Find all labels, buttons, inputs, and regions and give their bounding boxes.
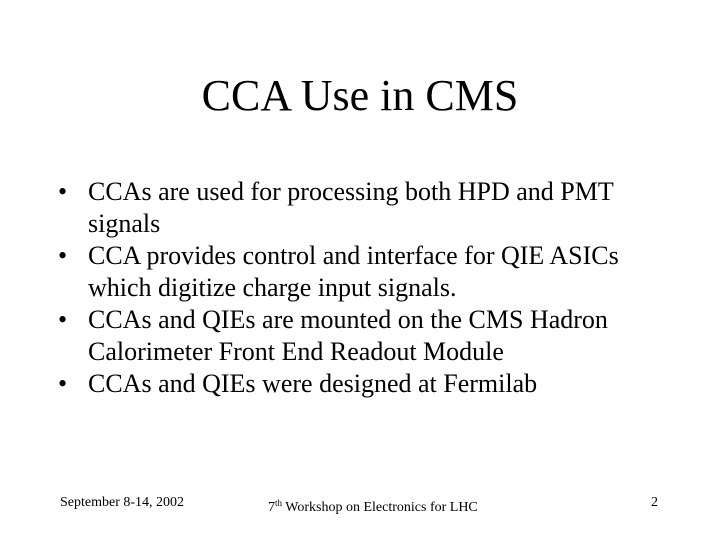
bullet-item xyxy=(58,240,678,304)
bullet-text: CCAs and QIEs were designed at Fermilab xyxy=(88,369,538,398)
footer-date: September 8-14, 2002 xyxy=(60,495,185,510)
bullet-text: CCA provides control and interface for QIE ASICs which digitize charge input signals. xyxy=(88,241,619,302)
page-number: 2 xyxy=(651,495,658,510)
bullet-text: CCAs are used for processing both HPD and PMT signals xyxy=(88,177,614,238)
footer-event-name: Workshop on Electronics for LHC xyxy=(282,500,478,515)
bullet-icon: • xyxy=(58,241,68,270)
footer-event-title xyxy=(268,494,478,517)
bullet-text: CCAs and QIEs are mounted on the CMS Hadron Calorimeter Front End Readout Module xyxy=(88,305,608,366)
footer-event-suffix: th xyxy=(275,498,283,508)
bullet-item xyxy=(58,176,678,240)
bullet-item xyxy=(58,368,678,400)
bullet-list xyxy=(58,176,678,400)
bullet-item xyxy=(58,304,678,368)
slide-title: CCA Use in CMS xyxy=(201,71,519,120)
footer-event-number: 7 xyxy=(268,500,275,515)
bullet-icon: • xyxy=(58,177,68,206)
bullet-icon: • xyxy=(58,305,68,334)
bullet-icon: • xyxy=(58,369,68,398)
